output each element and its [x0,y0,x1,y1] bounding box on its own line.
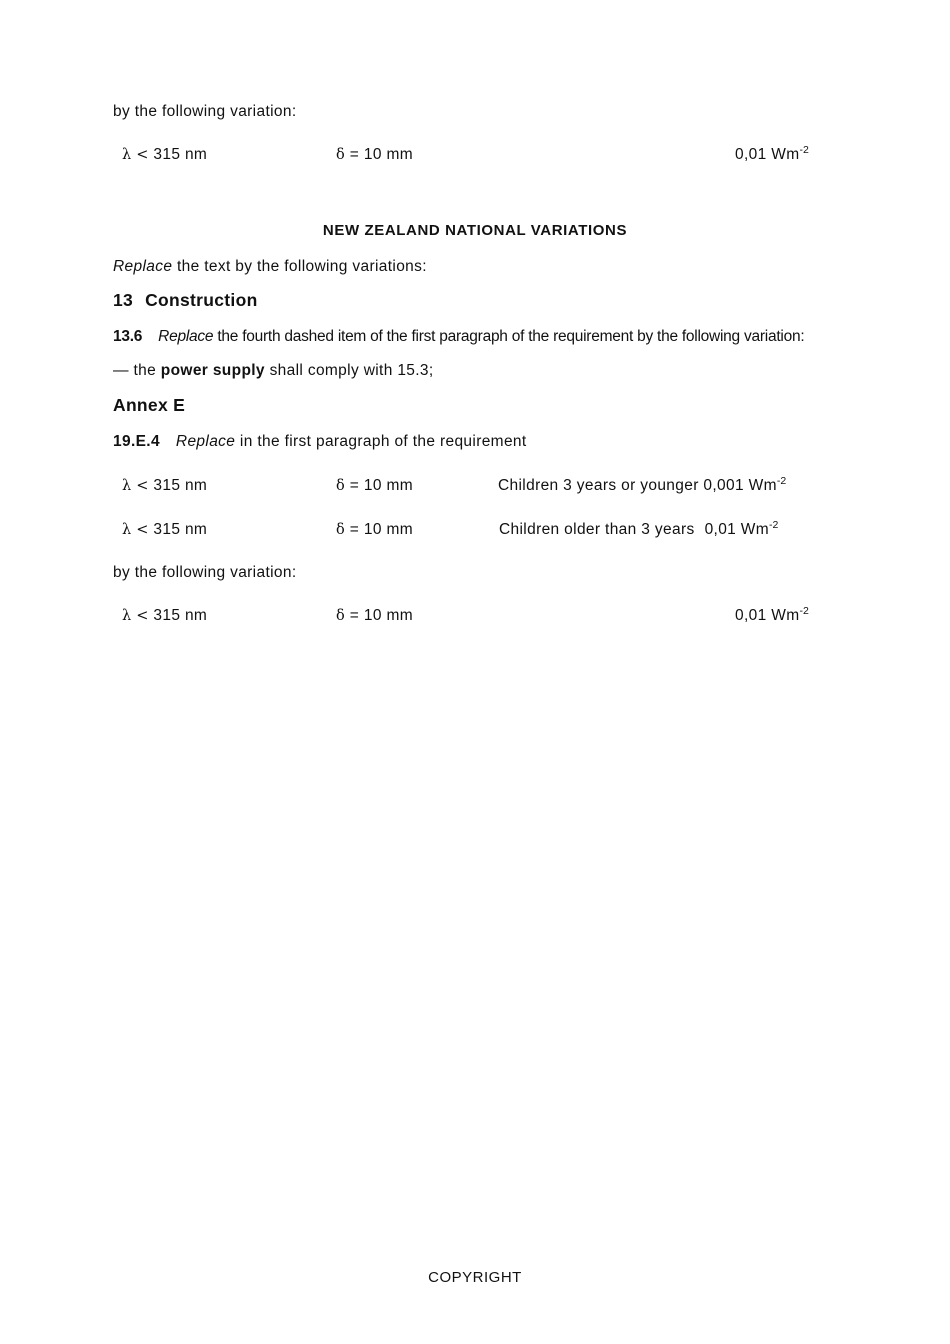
limit-value [735,605,809,624]
age-limit [499,519,779,538]
limit-exponent: -2 [776,475,787,487]
limit-value-text: 0,01 Wm [704,521,770,538]
delta-condition [336,147,413,163]
clause-13-6-number: 13.6 [113,328,143,345]
dash-item [113,363,434,379]
limit-value [735,144,809,163]
dash-item-prefix: — the [113,362,157,379]
lambda-value: 315 nm [153,146,208,163]
equals-sign: = [349,607,360,624]
delta-symbol: δ [336,147,346,163]
age-limit [498,475,787,494]
clause-19-e-4-verb: Replace [175,433,236,450]
annex-heading: Annex E [113,395,186,415]
age-label: Children older than 3 years [499,521,695,538]
clause-title: Construction [145,290,258,310]
lambda-symbol: λ [122,147,132,163]
clause-13-6 [113,329,804,345]
lambda-symbol: λ [122,478,132,494]
less-than-symbol: < [136,478,149,494]
replace-instruction [113,259,427,275]
clause-number: 13 [113,290,134,310]
clause-19-e-4 [113,434,527,450]
delta-condition [336,478,413,494]
age-label: Children 3 years or younger [498,477,699,494]
lambda-value: 315 nm [153,477,208,494]
delta-value: 10 mm [363,146,413,163]
limit-value-text: 0,01 Wm [735,146,800,163]
clause-19-e-4-number: 19.E.4 [113,433,160,450]
less-than-symbol: < [136,522,149,538]
intro-text: by the following variation: [113,564,297,581]
clause-19-e-4-text: in the first paragraph of the requirement [239,433,527,450]
limit-value-text: 0,001 Wm [703,477,777,494]
less-than-symbol: < [136,608,149,624]
replace-verb: Replace [113,258,173,275]
lambda-condition [122,522,207,538]
equals-sign: = [349,521,360,538]
delta-condition [336,608,413,624]
clause-13-6-verb: Replace [158,328,214,345]
lambda-condition [122,608,207,624]
clause-heading [113,292,258,310]
lambda-symbol: λ [122,608,132,624]
delta-condition [336,522,413,538]
limit-exponent: -2 [799,144,809,156]
section-heading: NEW ZEALAND NATIONAL VARIATIONS [322,222,628,239]
limit-value-text: 0,01 Wm [735,607,800,624]
lambda-value: 315 nm [153,521,208,538]
equals-sign: = [349,477,360,494]
delta-symbol: δ [336,608,346,624]
delta-value: 10 mm [363,521,413,538]
limit-exponent: -2 [769,519,779,531]
delta-value: 10 mm [363,607,413,624]
delta-value: 10 mm [363,477,413,494]
clause-13-6-text: the fourth dashed item of the first paragraph of the requirement by the following variation: [217,328,805,345]
defined-term: power supply [160,362,265,379]
dash-item-rest: shall comply with 15.3; [269,362,434,379]
delta-symbol: δ [336,522,346,538]
less-than-symbol: < [136,147,149,163]
intro-text: by the following variation: [113,103,297,120]
lambda-value: 315 nm [153,607,208,624]
replace-rest: the text by the following variations: [177,258,427,275]
equals-sign: = [349,146,360,163]
footer-copyright: COPYRIGHT [428,1269,522,1286]
limit-exponent: -2 [799,605,809,617]
lambda-condition [122,478,207,494]
lambda-symbol: λ [122,522,132,538]
lambda-condition [122,147,207,163]
delta-symbol: δ [336,478,346,494]
